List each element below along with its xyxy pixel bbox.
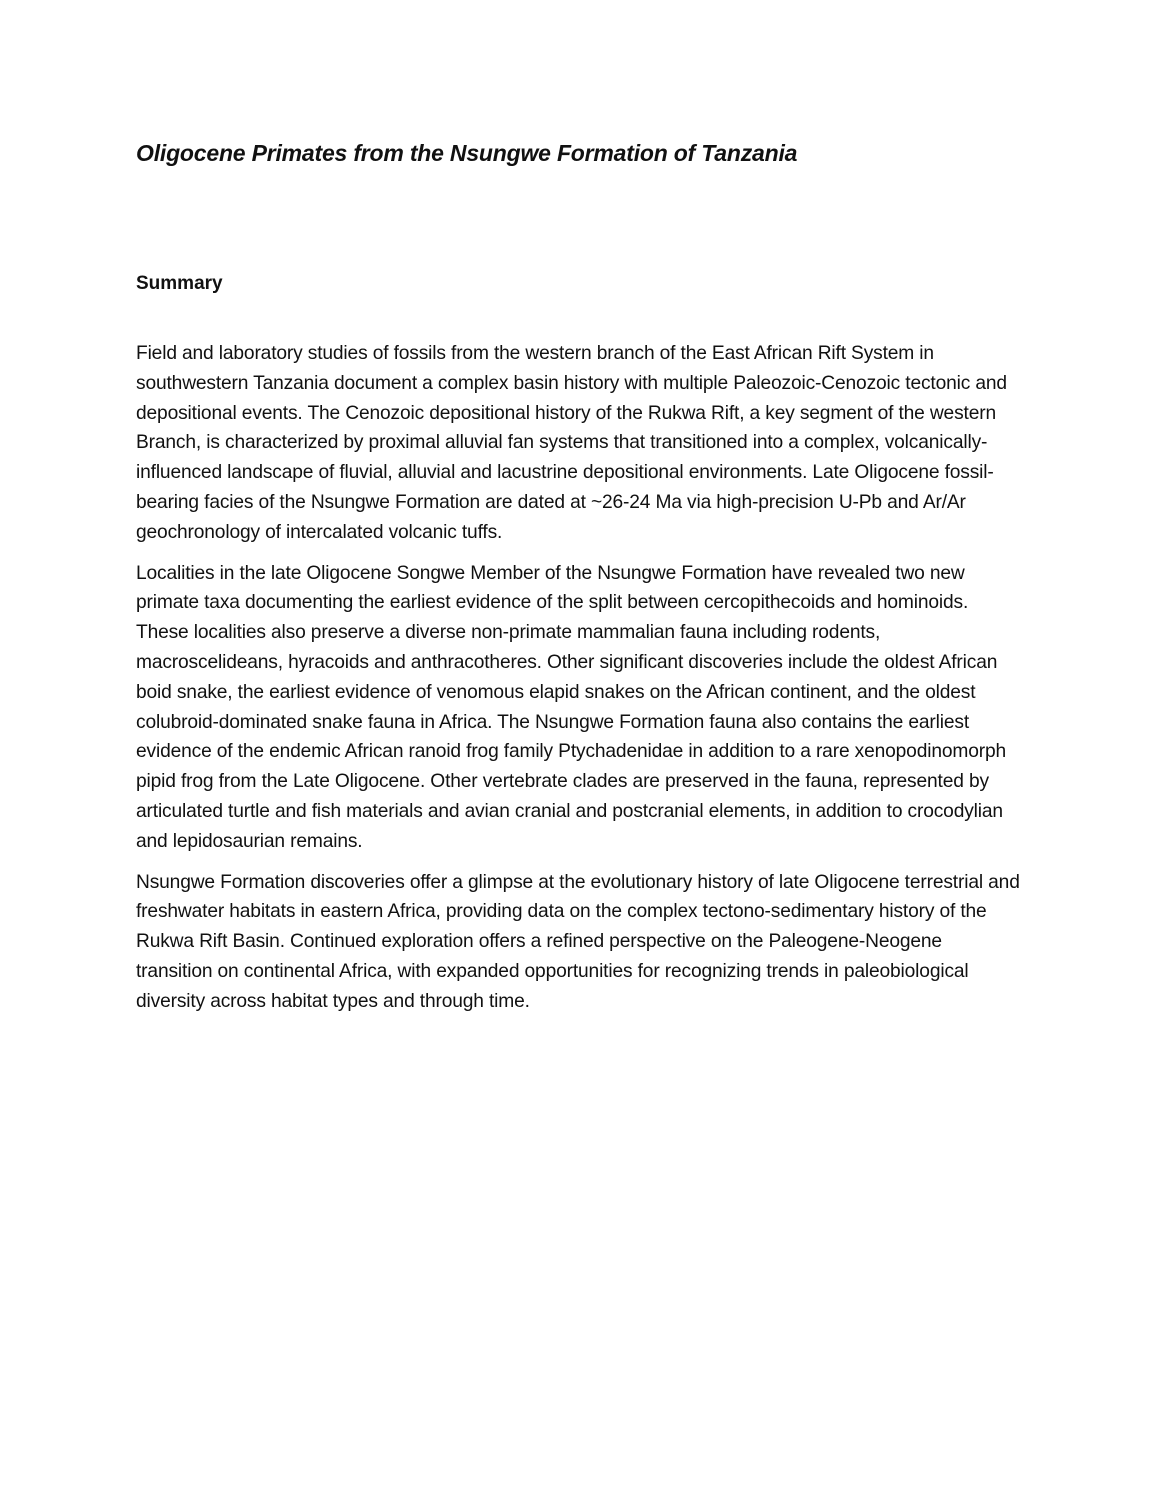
- section-heading-summary: Summary: [136, 273, 223, 294]
- document-title: Oligocene Primates from the Nsungwe Formation of Tanzania: [136, 140, 798, 166]
- summary-paragraph-1: Field and laboratory studies of fossils from the western branch of the East African Rift System in southwestern Tanzania document a complex basin history with multiple Paleozoic-Cenozoic tectonic and depositional events. The Cenozoic depositional history of the Rukwa Rift, a key segment of the western Branch, is characterized by proximal alluvial fan systems that transitioned into a complex, volcanically-influenced landscape of fluvial, alluvial and lacustrine depositional environments. Late Oligocene fossil-bearing facies of the Nsungwe Formation are dated at ~26-24 Ma via high-precision U-Pb and Ar/Ar geochronology of intercalated volcanic tuffs.: [136, 343, 1007, 543]
- summary-paragraph-2: Localities in the late Oligocene Songwe Member of the Nsungwe Formation have revealed two new primate taxa documenting the earliest evidence of the split between cercopithecoids and hominoids. These localities also preserve a diverse non-primate mammalian fauna including rodents, macroscelideans, hyracoids and anthracotheres. Other significant discoveries include the oldest African boid snake, the earliest evidence of venomous elapid snakes on the African continent, and the oldest colubroid-dominated snake fauna in Africa. The Nsungwe Formation fauna also contains the earliest evidence of the endemic African ranoid frog family Ptychadenidae in addition to a rare xenopodinomorph pipid frog from the Late Oligocene. Other vertebrate clades are preserved in the fauna, represented by articulated turtle and fish materials and avian cranial and postcranial elements, in addition to crocodylian and lepidosaurian remains.: [136, 562, 1007, 852]
- summary-paragraph-3: Nsungwe Formation discoveries offer a glimpse at the evolutionary history of late Oligocene terrestrial and freshwater habitats in eastern Africa, providing data on the complex tectono-sedimentary history of the Rukwa Rift Basin. Continued exploration offers a refined perspective on the Paleogene-Neogene transition on continental Africa, with expanded opportunities for recognizing trends in paleobiological diversity across habitat types and through time.: [136, 871, 1020, 1012]
- summary-body: [136, 339, 1020, 1028]
